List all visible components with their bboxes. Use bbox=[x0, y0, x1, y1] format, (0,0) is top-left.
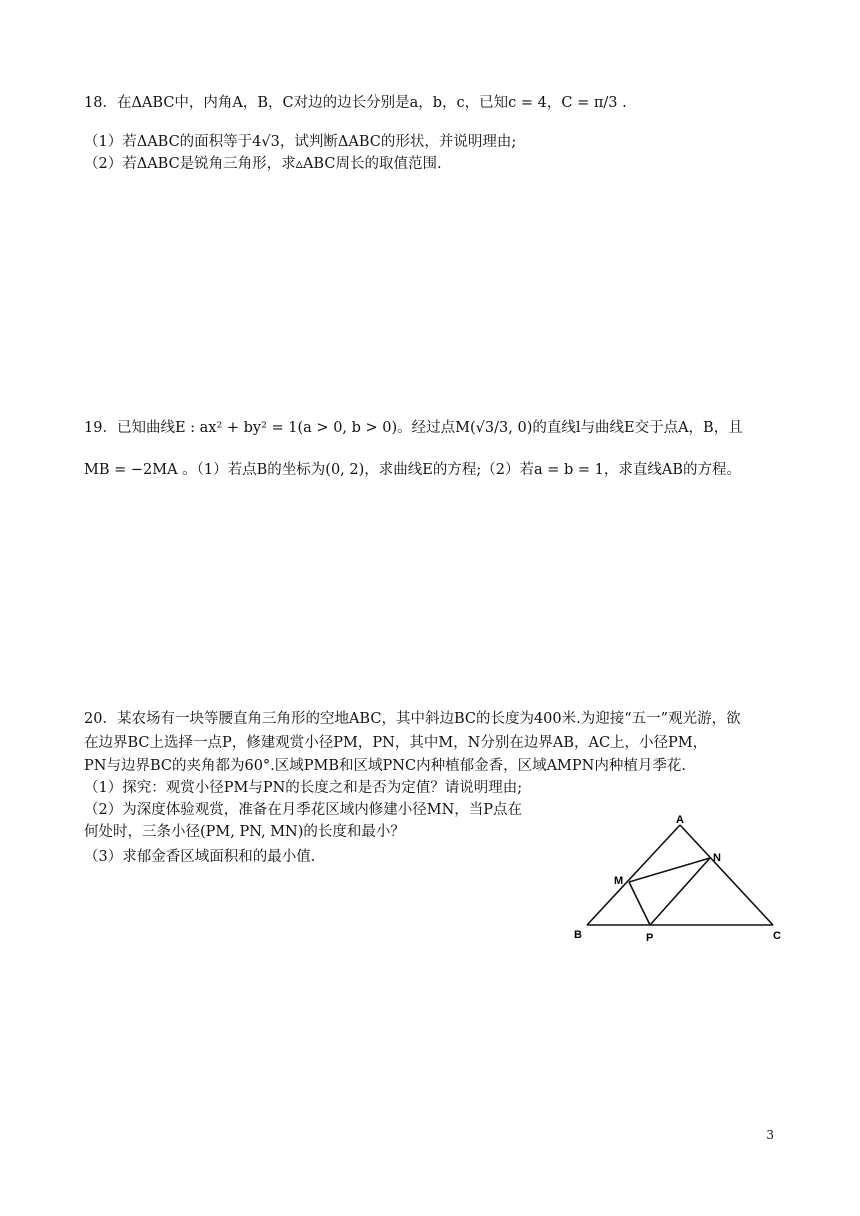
label-n: N bbox=[713, 852, 721, 864]
problem-20-line-4: （1）探究：观赏小径PM与PN的长度之和是否为定值？请说明理由; bbox=[84, 780, 523, 796]
problem-18-line-2: （1）若ΔABC的面积等于4√3，试判断ΔABC的形状，并说明理由; bbox=[84, 134, 517, 150]
problem-18-line-3: （2）若ΔABC是锐角三角形，求▵ABC周长的取值范围. bbox=[84, 156, 442, 172]
problem-20-line-1: 20．某农场有一块等腰直角三角形的空地ABC，其中斜边BC的长度为400米.为迎接“五一”观光游，欲 bbox=[84, 711, 741, 727]
problem-20-line-3: PN与边界BC的夹角都为60°.区域PMB和区域PNC内种植郁金香，区域AMPN内种植月季花. bbox=[84, 758, 686, 774]
triangle-diagram bbox=[570, 810, 790, 945]
path-pm bbox=[629, 882, 650, 925]
problem-19-line-1: 19．已知曲线E : ax² + by² = 1(a > 0, b > 0)。经过点M(√3/3, 0)的直线l与曲线E交于点A，B，且 bbox=[84, 420, 743, 436]
problem-20-line-7: （3）求郁金香区域面积和的最小值. bbox=[84, 849, 316, 865]
path-mn bbox=[629, 858, 710, 882]
label-b: B bbox=[574, 929, 582, 941]
label-p: P bbox=[646, 932, 654, 944]
problem-20-line-2: 在边界BC上选择一点P，修建观赏小径PM，PN，其中M，N分别在边界AB，AC上，小径PM， bbox=[84, 735, 708, 751]
label-a: A bbox=[676, 814, 684, 826]
label-m: M bbox=[614, 875, 624, 887]
label-c: C bbox=[773, 930, 781, 942]
side-ab bbox=[587, 825, 680, 925]
problem-19-line-2: MB = −2MA 。（1）若点B的坐标为(0, 2)，求曲线E的方程;（2）若a = b = 1，求直线AB的方程。 bbox=[84, 462, 741, 478]
page-number: 3 bbox=[766, 1128, 774, 1142]
problem-20-line-5: （2）为深度体验观赏，准备在月季花区域内修建小径MN，当P点在 bbox=[84, 802, 523, 818]
path-pn bbox=[650, 858, 710, 925]
problem-20-line-6: 何处时，三条小径(PM, PN, MN)的长度和最小？ bbox=[84, 824, 405, 840]
problem-18-line-1: 18．在ΔABC中，内角A，B，C对边的边长分别是a，b，c，已知c = 4，C = π/3 . bbox=[84, 95, 627, 111]
